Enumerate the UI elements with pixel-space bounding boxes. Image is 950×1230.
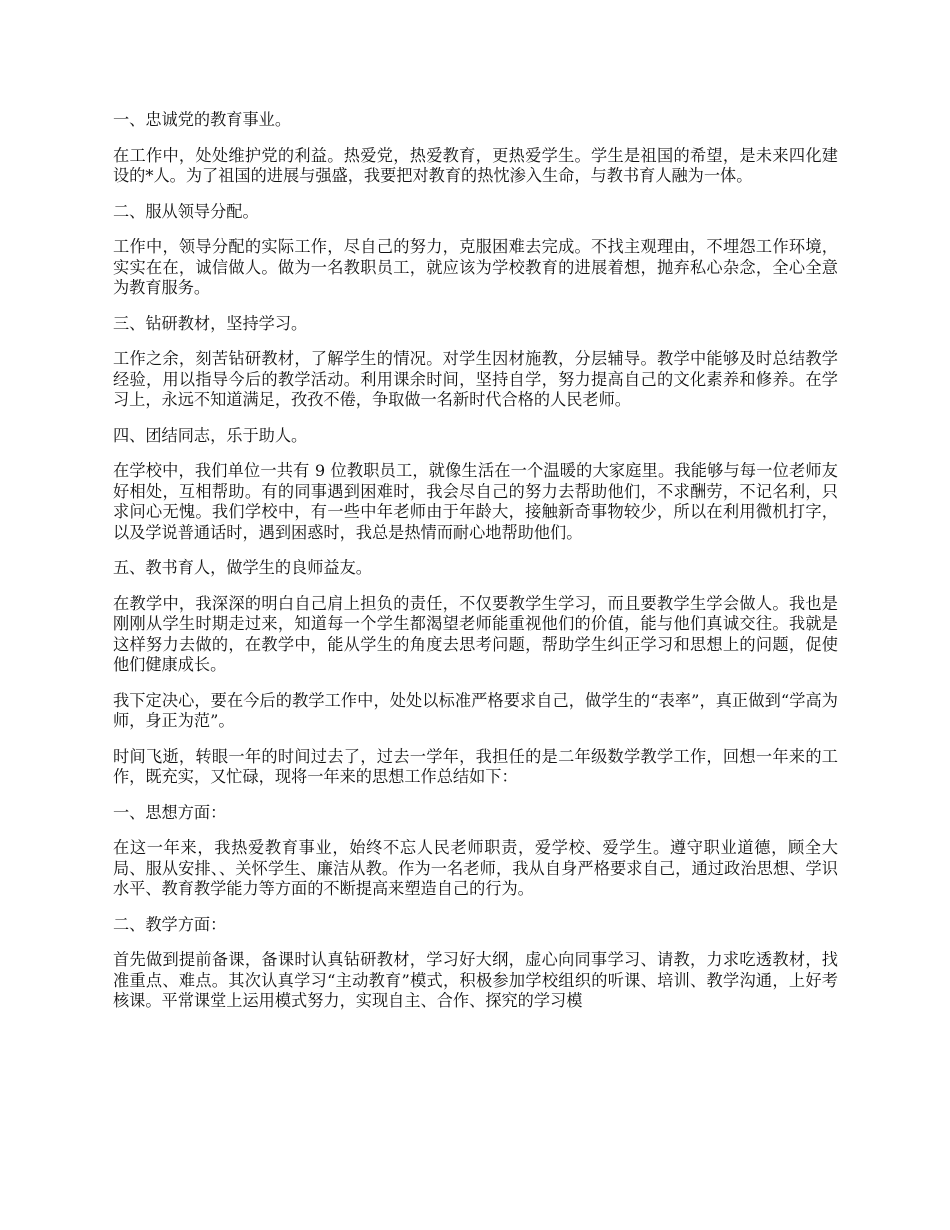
section-heading-study: 三、钻研教材，坚持学习。 bbox=[113, 313, 308, 333]
section-heading-instruction: 二、教学方面： bbox=[113, 914, 227, 934]
paragraph-unity: 在学校中，我们单位一共有 9 位教职员工，就像生活在一个温暖的大家庭里。我能够与每一位老师友好相处，互相帮助。有的同事遇到困难时，我会尽自己的努力去帮助他们，不求酬劳，不记名利，只求问心无愧。我们学校中，有一些中年老师由于年龄大，接触新奇事物较少，所以在利用微机打字，以及学说普通话时，遇到困惑时，我总是热情而耐心地帮助他们。 bbox=[113, 461, 838, 542]
paragraph-loyalty: 在工作中，处处维护党的利益。热爱党，热爱教育，更热爱学生。学生是祖国的希望，是未来四化建设的*人。为了祖国的进展与强盛，我要把对教育的热忱渗入生命，与教书育人融为一体。 bbox=[113, 145, 838, 185]
section-heading-thought: 一、思想方面： bbox=[113, 802, 227, 822]
paragraph-teaching: 在教学中，我深深的明白自己肩上担负的责任，不仅要教学生学习，而且要教学生学会做人。我也是刚刚从学生时期走过来，知道每一个学生都渴望老师能重视他们的价值，能与他们真诚交往。我就是这样努力去做的，在教学中，能从学生的角度去思考问题，帮助学生纠正学习和思想上的问题，促使他们健康成长。 bbox=[113, 593, 838, 674]
paragraph-thought: 在这一年来，我热爱教育事业，始终不忘人民老师职责，爱学校、爱学生。遵守职业道德，顾全大局、服从安排、、关怀学生、廉洁从教。作为一名老师，我从自身严格要求自己，通过政治思想、学识水平、教育教学能力等方面的不断提高来塑造自己的行为。 bbox=[113, 838, 838, 898]
section-heading-obey: 二、服从领导分配。 bbox=[113, 201, 259, 221]
paragraph-study: 工作之余，刻苦钻研教材，了解学生的情况。对学生因材施教，分层辅导。教学中能够及时总结教学经验，用以指导今后的教学活动。利用课余时间，坚持自学，努力提高自己的文化素养和修养。在学习上，永远不知道满足，孜孜不倦，争取做一名新时代合格的人民老师。 bbox=[113, 349, 838, 409]
section-heading-unity: 四、团结同志，乐于助人。 bbox=[113, 425, 308, 445]
section-heading-loyalty: 一、忠诚党的教育事业。 bbox=[113, 110, 292, 129]
paragraph-obey: 工作中，领导分配的实际工作，尽自己的努力，克服困难去完成。不找主观理由，不埋怨工作环境，实实在在，诚信做人。做为一名教职员工，就应该为学校教育的进展着想，抛弃私心杂念，全心全意为教育服务。 bbox=[113, 237, 838, 297]
paragraph-summary-intro: 时间飞逝，转眼一年的时间过去了，过去一学年，我担任的是二年级数学教学工作，回想一年来的工作，既充实，又忙碌，现将一年来的思想工作总结如下： bbox=[113, 746, 838, 786]
section-heading-teaching: 五、教书育人，做学生的良师益友。 bbox=[113, 558, 372, 577]
paragraph-resolution: 我下定决心，要在今后的教学工作中，处处以标准严格要求自己，做学生的“表率”，真正做到“学高为师，身正为范”。 bbox=[113, 690, 838, 730]
paragraph-instruction: 首先做到提前备课，备课时认真钻研教材，学习好大纲，虚心向同事学习、请教，力求吃透教材，找准重点、难点。其次认真学习“主动教育”模式，积极参加学校组织的听课、培训、教学沟通，上好考核课。平常课堂上运用模式努力，实现自主、合作、探究的学习模 bbox=[113, 950, 838, 1010]
